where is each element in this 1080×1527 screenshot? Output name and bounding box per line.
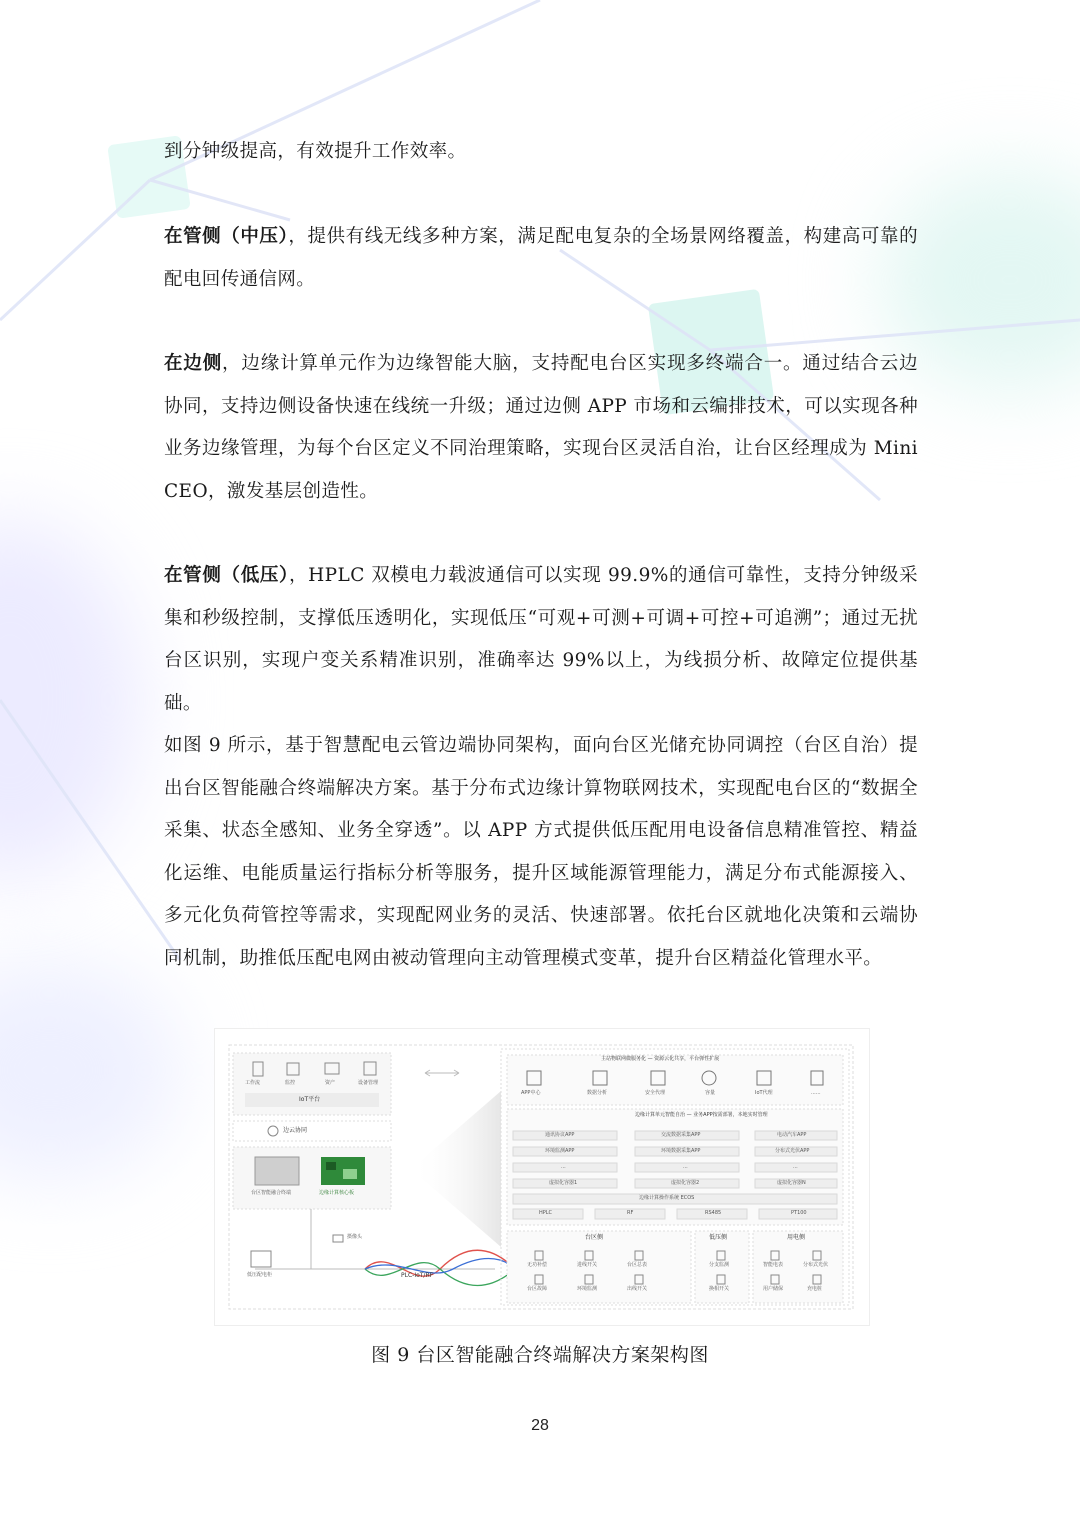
- master-station-title: 主站物联网微服务化 — 资源云化共享，平台弹性扩展: [601, 1056, 720, 1062]
- app-label: ...: [561, 1164, 566, 1170]
- iot-platform-label: IoT平台: [299, 1096, 321, 1103]
- zone-item-label: 分支监测: [709, 1262, 730, 1268]
- paragraph-body: ，边缘计算单元作为边缘智能大脑，支持配电台区实现多终端合一。通过结合云边协同，支持边侧设备快速在线统一升级；通过边侧 APP 市场和云编排技术，可以实现各种业务边缘管理，为每个台区定义不同治理策略，实现台区灵活自治，让台区经理成为 Mini CEO，激发基层创造性。: [164, 353, 919, 502]
- interface-label: RF: [627, 1210, 634, 1216]
- zone-item-label: 换相开关: [709, 1286, 730, 1292]
- page-number: 28: [531, 1417, 549, 1434]
- cloud-app-label: 资产: [325, 1080, 336, 1086]
- os-label: 边缘计算操作系统 ECOS: [639, 1195, 695, 1201]
- top-item-label: ......: [811, 1090, 821, 1096]
- paragraph-edge-side: [164, 343, 918, 513]
- architecture-figure: [214, 1028, 870, 1326]
- plc-wave-blue: [365, 1259, 515, 1274]
- app-label: 虚拟化容器N: [777, 1180, 806, 1186]
- zone-consumer-title: 用电侧: [787, 1234, 806, 1241]
- zone-item-label: 出线开关: [627, 1286, 648, 1292]
- low-voltage-cabinet-label: 低压配电柜: [247, 1272, 273, 1278]
- top-item-label: 安全代理: [645, 1090, 666, 1096]
- plc-label: PLC-IoT/RF: [401, 1272, 434, 1279]
- app-label: 分布式光伏APP: [775, 1148, 810, 1154]
- paragraph-heading: 在管侧（中压）: [164, 226, 289, 247]
- edge-cloud-label: 边云协同: [283, 1127, 308, 1134]
- app-label: 虚拟化容器2: [671, 1180, 700, 1186]
- zone-item-label: 充电桩: [807, 1286, 823, 1292]
- zone-item-label: 分布式光伏: [803, 1262, 829, 1268]
- architecture-diagram-graphics: [215, 1029, 869, 1325]
- interface-label: RS485: [705, 1210, 722, 1216]
- zone-item-label: 台区总表: [627, 1262, 648, 1268]
- top-item-label: 容量: [705, 1090, 716, 1096]
- zone-item-label: 台区故障: [527, 1286, 548, 1292]
- terminal-device-label: 台区智能融合终端: [251, 1190, 292, 1196]
- app-label: 通讯协议APP: [545, 1132, 575, 1138]
- camera-label: 摄像头: [347, 1234, 363, 1240]
- zone-item-label: 环境监测: [577, 1286, 598, 1292]
- cloud-app-label: 设备管理: [358, 1080, 379, 1086]
- app-label: 环境数据采集APP: [661, 1148, 701, 1154]
- top-item-label: APP中心: [521, 1090, 541, 1096]
- cloud-app-label: 工作流: [245, 1080, 261, 1086]
- interface-label: HPLC: [539, 1210, 553, 1216]
- projection-beam: [411, 1091, 501, 1247]
- top-item-label: 数据分析: [587, 1090, 608, 1096]
- app-label: ...: [793, 1164, 798, 1170]
- app-label: ...: [683, 1164, 688, 1170]
- app-label: 虚拟化容器1: [549, 1180, 578, 1186]
- zone-item-label: 进线开关: [577, 1262, 598, 1268]
- paragraph-heading: 在管侧（低压）: [164, 565, 289, 586]
- paragraph-body: ，提供有线无线多种方案，满足配电复杂的全场景网络覆盖，构建高可靠的配电回传通信网。: [164, 226, 918, 290]
- camera-icon: [333, 1235, 343, 1242]
- paragraph-low-voltage: [164, 555, 918, 725]
- zone-item-label: 用户储保: [763, 1286, 784, 1292]
- app-label: 电动汽车APP: [777, 1132, 807, 1138]
- figure-caption: 图 9 台区智能融合终端解决方案架构图: [371, 1344, 709, 1366]
- paragraph-intro-end: 到分钟级提高，有效提升工作效率。: [164, 141, 467, 162]
- sync-arrows: [425, 1070, 459, 1076]
- zone-low-voltage-title: 低压侧: [709, 1234, 728, 1241]
- cloud-app-label: 监控: [285, 1080, 296, 1086]
- zone-substation-title: 台区侧: [585, 1234, 604, 1241]
- interface-label: PT100: [791, 1210, 807, 1216]
- plc-wave-green: [365, 1263, 515, 1286]
- edge-unit-title: 边缘计算单元智能自治 — 业务APP按需部署，本地实时管理: [635, 1112, 768, 1118]
- top-item-label: IoT代理: [755, 1090, 773, 1096]
- low-voltage-cabinet-icon: [251, 1251, 271, 1267]
- paragraph-mid-voltage: [164, 216, 918, 301]
- zone-item-label: 无功补偿: [527, 1262, 548, 1268]
- master-station-box: [507, 1055, 843, 1105]
- paragraph-heading: 在边侧: [164, 353, 223, 374]
- app-label: 环境监测APP: [545, 1148, 575, 1154]
- edge-cloud-box: [233, 1121, 391, 1141]
- paragraph-body: ，HPLC 双模电力载波通信可以实现 99.9%的通信可靠性，支持分钟级采集和秒级控制，支撑低压透明化，实现低压“可观+可测+可调+可控+可追溯”；通过无扰台区识别，实现户变关系精准识别，准确率达 99%以上，为线损分析、故障定位提供基础。: [164, 565, 918, 714]
- paragraph-figure-intro: 如图 9 所示，基于智慧配电云管边端协同架构，面向台区光储充协同调控（台区自治）提出台区智能融合终端解决方案。基于分布式边缘计算物联网技术，实现配电台区的“数据全采集、状态全感知、业务全穿透”。以 APP 方式提供低压配用电设备信息精准管控、精益化运维、电能质量运行指标分析等服务，提升区域能源管理能力，满足分布式能源接入、多元化负荷管控等需求，实现配网业务的灵活、快速部署。依托台区就地化决策和云端协同机制，助推低压配电网由被动管理向主动管理模式变革，提升台区精益化管理水平。: [164, 735, 918, 969]
- terminal-device-image: [255, 1157, 299, 1185]
- zone-item-label: 智能电表: [763, 1262, 784, 1268]
- edge-board-label: 边缘计算核心板: [319, 1190, 355, 1196]
- app-label: 交流数据采集APP: [661, 1132, 701, 1138]
